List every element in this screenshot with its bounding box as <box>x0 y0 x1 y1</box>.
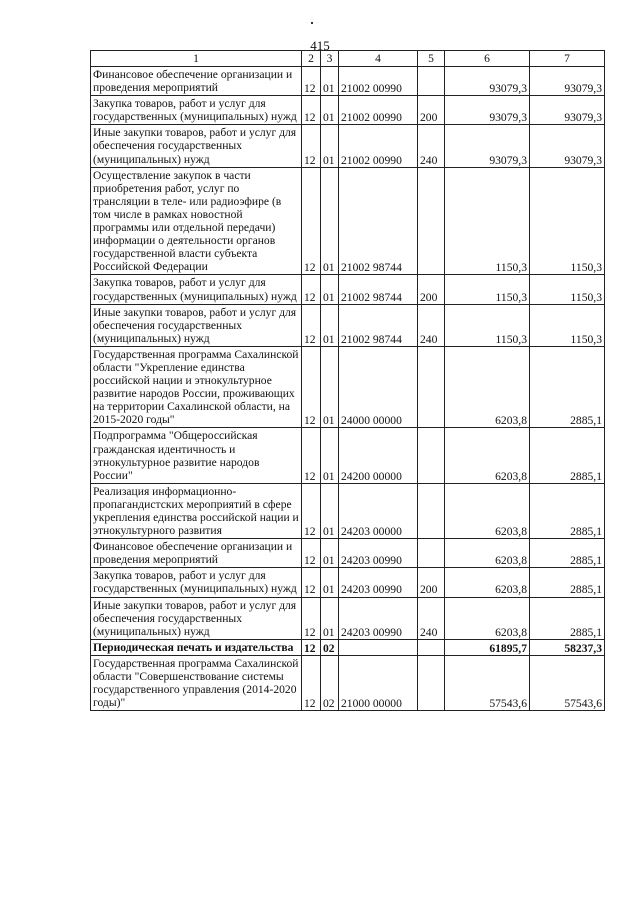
row-code-subsection: 01 <box>321 125 339 167</box>
header-cell: 1 <box>91 51 302 67</box>
row-code-section: 12 <box>302 568 321 597</box>
row-code-expense <box>418 639 445 655</box>
table-row <box>91 125 605 167</box>
row-name: Иные закупки товаров, работ и услуг для обеспечения государственных (муниципальных) нужд <box>91 304 302 346</box>
row-value-7: 2885,1 <box>530 597 605 639</box>
row-code-subsection: 01 <box>321 304 339 346</box>
row-value-6: 1150,3 <box>445 167 530 275</box>
header-cell: 7 <box>530 51 605 67</box>
row-value-6: 1150,3 <box>445 304 530 346</box>
row-value-7: 2885,1 <box>530 483 605 538</box>
row-code-subsection: 01 <box>321 483 339 538</box>
row-code-subsection: 02 <box>321 655 339 710</box>
row-code-subsection: 01 <box>321 346 339 428</box>
row-value-6: 93079,3 <box>445 67 530 96</box>
table-row <box>91 483 605 538</box>
row-name: Финансовое обеспечение организации и проведения мероприятий <box>91 67 302 96</box>
row-value-7: 1150,3 <box>530 304 605 346</box>
row-code-subsection: 01 <box>321 428 339 483</box>
row-code-expense <box>418 483 445 538</box>
row-code-expense <box>418 346 445 428</box>
row-code-subsection: 01 <box>321 568 339 597</box>
row-code-section: 12 <box>302 639 321 655</box>
row-code-subsection: 02 <box>321 639 339 655</box>
table-row <box>91 346 605 428</box>
row-code-expense: 240 <box>418 304 445 346</box>
table-row <box>91 639 605 655</box>
row-code-section: 12 <box>302 483 321 538</box>
row-code-target: 24203 00990 <box>339 568 418 597</box>
page-number: 415 <box>310 38 330 53</box>
row-code-target: 24000 00000 <box>339 346 418 428</box>
row-code-expense <box>418 539 445 568</box>
row-code-section: 12 <box>302 167 321 275</box>
row-value-7: 2885,1 <box>530 428 605 483</box>
row-code-section: 12 <box>302 304 321 346</box>
row-value-6: 6203,8 <box>445 483 530 538</box>
row-code-target: 24203 00000 <box>339 483 418 538</box>
row-code-target: 24203 00990 <box>339 597 418 639</box>
row-name: Реализация информационно-пропагандистских мероприятий в сфере укрепления единства российской нации и этнокультурного развития <box>91 483 302 538</box>
row-code-target: 24203 00990 <box>339 539 418 568</box>
row-code-expense: 240 <box>418 597 445 639</box>
header-row <box>91 51 605 67</box>
row-value-6: 6203,8 <box>445 346 530 428</box>
header-cell: 2 <box>302 51 321 67</box>
row-value-7: 58237,3 <box>530 639 605 655</box>
header-cell: 6 <box>445 51 530 67</box>
header-cell: 5 <box>418 51 445 67</box>
row-value-7: 93079,3 <box>530 125 605 167</box>
row-code-expense <box>418 655 445 710</box>
stray-dot <box>311 22 313 24</box>
row-name: Закупка товаров, работ и услуг для государственных (муниципальных) нужд <box>91 568 302 597</box>
row-name: Осуществление закупок в части приобретения работ, услуг по трансляции в теле- или радиоэфире (в том числе в рамках новостной программы или отдельной передачи) информации о деятельности органов государственной власти субъекта Российской Федерации <box>91 167 302 275</box>
row-name: Закупка товаров, работ и услуг для государственных (муниципальных) нужд <box>91 96 302 125</box>
row-value-7: 2885,1 <box>530 346 605 428</box>
row-value-7: 93079,3 <box>530 67 605 96</box>
row-code-section: 12 <box>302 655 321 710</box>
table-row <box>91 597 605 639</box>
header-cell: 3 <box>321 51 339 67</box>
row-name: Иные закупки товаров, работ и услуг для обеспечения государственных (муниципальных) нужд <box>91 125 302 167</box>
row-value-6: 6203,8 <box>445 428 530 483</box>
row-value-7: 93079,3 <box>530 96 605 125</box>
row-name: Финансовое обеспечение организации и проведения мероприятий <box>91 539 302 568</box>
row-value-7: 2885,1 <box>530 539 605 568</box>
row-value-6: 93079,3 <box>445 125 530 167</box>
table-row <box>91 67 605 96</box>
row-value-6: 57543,6 <box>445 655 530 710</box>
table-row <box>91 428 605 483</box>
table-row <box>91 304 605 346</box>
row-name: Закупка товаров, работ и услуг для государственных (муниципальных) нужд <box>91 275 302 304</box>
row-value-6: 6203,8 <box>445 539 530 568</box>
row-code-section: 12 <box>302 125 321 167</box>
row-value-6: 61895,7 <box>445 639 530 655</box>
row-code-expense: 200 <box>418 96 445 125</box>
table-row <box>91 568 605 597</box>
row-code-subsection: 01 <box>321 597 339 639</box>
row-value-6: 6203,8 <box>445 568 530 597</box>
table-row <box>91 539 605 568</box>
budget-table <box>90 50 605 711</box>
row-code-target: 21002 98744 <box>339 275 418 304</box>
row-code-expense: 240 <box>418 125 445 167</box>
row-code-target: 21002 98744 <box>339 167 418 275</box>
row-code-subsection: 01 <box>321 96 339 125</box>
row-code-subsection: 01 <box>321 275 339 304</box>
table-row <box>91 96 605 125</box>
row-value-7: 2885,1 <box>530 568 605 597</box>
row-code-section: 12 <box>302 275 321 304</box>
row-code-subsection: 01 <box>321 167 339 275</box>
row-code-target: 21002 00990 <box>339 96 418 125</box>
row-value-7: 1150,3 <box>530 275 605 304</box>
row-name: Иные закупки товаров, работ и услуг для обеспечения государственных (муниципальных) нужд <box>91 597 302 639</box>
row-value-6: 93079,3 <box>445 96 530 125</box>
row-name: Подпрограмма "Общероссийская гражданская идентичность и этнокультурное развитие народов России" <box>91 428 302 483</box>
row-code-expense <box>418 167 445 275</box>
row-code-subsection: 01 <box>321 67 339 96</box>
row-value-6: 1150,3 <box>445 275 530 304</box>
row-code-section: 12 <box>302 96 321 125</box>
row-code-expense: 200 <box>418 275 445 304</box>
row-code-target: 24200 00000 <box>339 428 418 483</box>
row-value-7: 1150,3 <box>530 167 605 275</box>
row-code-section: 12 <box>302 539 321 568</box>
row-code-subsection: 01 <box>321 539 339 568</box>
row-code-target: 21002 00990 <box>339 67 418 96</box>
row-value-7: 57543,6 <box>530 655 605 710</box>
table-row <box>91 655 605 710</box>
row-code-section: 12 <box>302 67 321 96</box>
row-code-expense: 200 <box>418 568 445 597</box>
row-value-6: 6203,8 <box>445 597 530 639</box>
header-cell: 4 <box>339 51 418 67</box>
row-code-expense <box>418 67 445 96</box>
row-code-section: 12 <box>302 346 321 428</box>
row-name: Государственная программа Сахалинской области "Совершенствование системы государственного управления (2014-2020 годы)" <box>91 655 302 710</box>
row-code-target <box>339 639 418 655</box>
table-row <box>91 167 605 275</box>
row-code-target: 21002 00990 <box>339 125 418 167</box>
row-code-section: 12 <box>302 428 321 483</box>
row-name: Государственная программа Сахалинской области "Укрепление единства российской нации и этнокультурное развитие народов России, проживающих на территории Сахалинской области, на 2015-2020 годы" <box>91 346 302 428</box>
row-code-expense <box>418 428 445 483</box>
row-code-section: 12 <box>302 597 321 639</box>
table-row <box>91 275 605 304</box>
row-code-target: 21000 00000 <box>339 655 418 710</box>
row-code-target: 21002 98744 <box>339 304 418 346</box>
row-name: Периодическая печать и издательства <box>91 639 302 655</box>
